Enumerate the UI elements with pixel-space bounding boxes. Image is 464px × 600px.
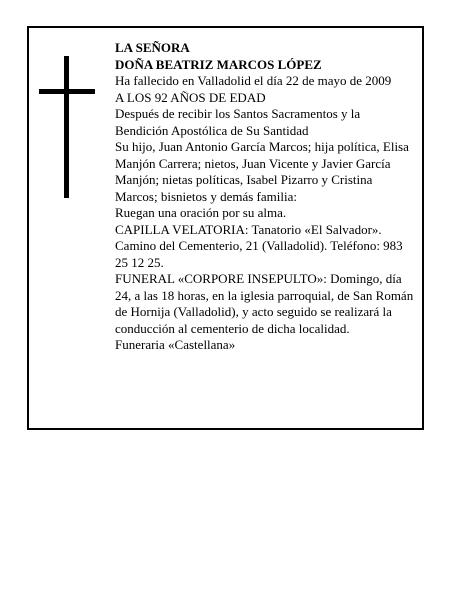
chapel-info: CAPILLA VELATORIA: Tanatorio «El Salvador». Camino del Cementerio, 21 (Valladolid). Teléfono: 983 25 12 25. [115, 221, 403, 270]
age-line: A LOS 92 AÑOS DE EDAD [115, 89, 266, 105]
obituary-notice [27, 26, 424, 430]
death-line: Ha fallecido en Valladolid el día 22 de mayo de 2009 [115, 73, 392, 88]
cross-vertical-bar [64, 56, 69, 198]
latin-cross-icon [39, 56, 95, 198]
notice-text [115, 40, 415, 354]
funeral-home: Funeraria «Castellana» [115, 337, 236, 352]
deceased-name: DOÑA BEATRIZ MARCOS LÓPEZ [115, 56, 322, 72]
notice-title: LA SEÑORA [115, 40, 190, 55]
sacraments-line: Después de recibir los Santos Sacramentos y la Bendición Apostólica de Su Santidad [115, 106, 361, 138]
funeral-info: FUNERAL «CORPORE INSEPULTO»: Domingo, día 24, a las 18 horas, en la iglesia parroquial, de San Román de Hornija (Valladolid), y acto seguido se realizará la conducción al cementerio de dicha localidad. [115, 271, 414, 336]
prayer-request: Ruegan una oración por su alma. [115, 205, 287, 220]
family-list: Su hijo, Juan Antonio García Marcos; hija política, Elisa Manjón Carrera; nietos, Juan Vicente y Javier García Manjón; nietas políticas, Isabel Pizarro y Cristina Marcos; bisnietos y demás familia: [115, 139, 409, 204]
cross-horizontal-bar [39, 89, 95, 94]
